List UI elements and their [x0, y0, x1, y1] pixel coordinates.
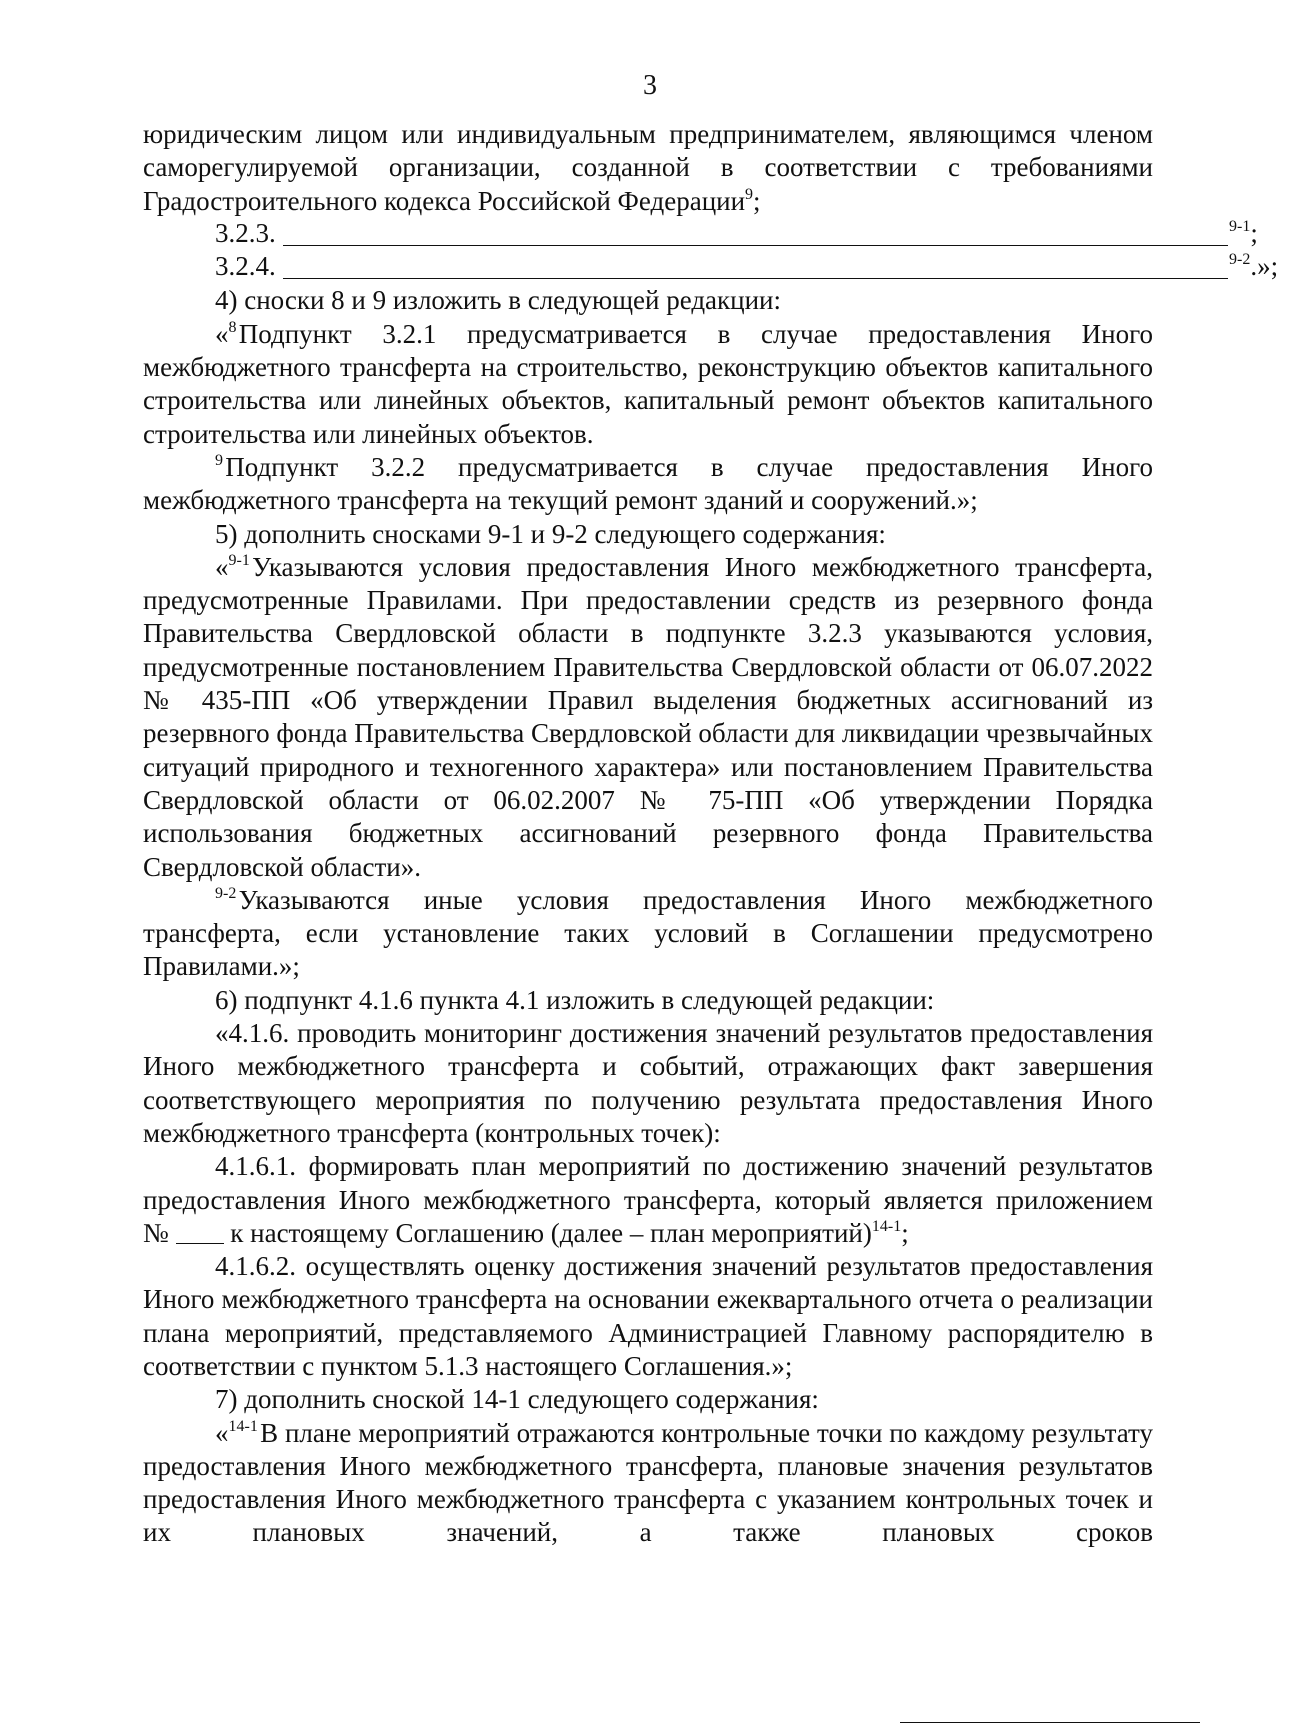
clause-4-1-6-2: 4.1.6.2. осуществлять оценку достижения значений результатов предоставления Иного межбюджетного трансферта на основании ежеквартального отчета о реализации плана мероприятий, представляемого Администрацией Главному распорядителю в соответствии с пунктом 5.1.3 настоящего Соглашения.»;	[143, 1251, 1153, 1381]
footnote-14-1-text: «$^{14-1}$ В плане мероприятий отражаются контрольные точки по каждому результату предоставления Иного межбюджетного трансферта, плановые значения результатов предоставления Иного межбюджетного трансферта с указанием контрольных точек и их плановых значений, а также плановых сроков	[143, 1417, 1153, 1548]
footnote-ref-9: 9	[745, 185, 754, 203]
footnote-ref-14-1: 14-1	[871, 1217, 902, 1235]
appendix-number-blank	[176, 1223, 224, 1244]
amendment-item-7: 7) дополнить сноской 14-1 следующего содержания:	[215, 1384, 819, 1415]
footnote-mark-8: 8	[228, 318, 237, 336]
page-bottom-rule	[900, 1722, 1200, 1723]
footnote-ref-9-2: 9-2	[1229, 251, 1251, 269]
footnote-mark-9-2: 9-2	[215, 884, 237, 902]
footnote-ref-9-1: 9-1	[1229, 217, 1251, 235]
page-number: 3	[643, 70, 657, 101]
item-label-3-2-3: 3.2.3.	[215, 217, 276, 248]
amendment-item-6: 6) подпункт 4.1.6 пункта 4.1 изложить в следующей редакции:	[215, 984, 935, 1015]
footnote-9-1-text: «$^{9-1}$ Указываются условия предоставления Иного межбюджетного трансферта, предусмотренные Правилами. При предоставлении средств из резервного фонда Правительства Свердловской области в подпункте 3.2.3 указываются условия, предусмотренные постановлением Правительства Свердловской области от 06.07.2022 № 435-ПП «Об утверждении Правил выделения бюджетных ассигнований из резервного фонда Правительства Свердловской области для ликвидации чрезвычайных ситуаций природного и техногенного характера» или постановлением Правительства Свердловской области от 06.02.2007 № 75-ПП «Об утверждении Порядка использования бюджетных ассигнований резервного фонда Правительства Свердловской области».	[143, 551, 1153, 882]
blank-line-3-2-3: 3.2.3. $^{9-1}$;	[215, 217, 1258, 248]
footnote-9-text: $^9$ Подпункт 3.2.2 предусматривается в случае предоставления Иного межбюджетного трансферта на текущий ремонт зданий и сооружений.»;	[143, 451, 1153, 516]
footnote-mark-9-1: 9-1	[228, 551, 250, 569]
paragraph-continuation: юридическим лицом или индивидуальным предпринимателем, являющимся членом саморегулируемой организации, созданной в соответствии с требованиями Градостроительного кодекса Российской Федерации$^9$;	[143, 119, 1153, 216]
clause-4-1-6-1: 4.1.6.1. формировать план мероприятий по достижению значений результатов предоставления Иного межбюджетного трансферта, который является приложением № к настоящему Соглашению (далее – план мероприятий)$^{14-1}$;	[143, 1151, 1153, 1248]
footnote-9-2-text: $^{9-2}$ Указываются иные условия предоставления Иного межбюджетного трансферта, если установление таких условий в Соглашении предусмотрено Правилами.»;	[143, 884, 1153, 982]
fill-in-line	[283, 245, 1228, 246]
blank-line-3-2-4: 3.2.4. $^{9-2}$.»;	[215, 251, 1279, 282]
amendment-item-4: 4) сноски 8 и 9 изложить в следующей редакции:	[215, 285, 782, 316]
footnote-8-text: «$^8$ Подпункт 3.2.1 предусматривается в случае предоставления Иного межбюджетного трансферта на строительство, реконструкцию объектов капитального строительства или линейных объектов, капитальный ремонт объектов капитального строительства или линейных объектов.	[143, 318, 1153, 449]
document-body	[143, 118, 1279, 1550]
footnote-mark-14-1: 14-1	[228, 1417, 258, 1435]
fill-in-line	[283, 278, 1228, 279]
amendment-item-5: 5) дополнить сносками 9-1 и 9-2 следующего содержания:	[215, 518, 886, 549]
clause-4-1-6: «4.1.6. проводить мониторинг достижения значений результатов предоставления Иного межбюджетного трансферта и событий, отражающих факт завершения соответствующего мероприятия по получению результата предоставления Иного межбюджетного трансферта (контрольных точек):	[143, 1018, 1153, 1148]
footnote-mark-9: 9	[215, 451, 223, 469]
item-label-3-2-4: 3.2.4.	[215, 251, 276, 282]
